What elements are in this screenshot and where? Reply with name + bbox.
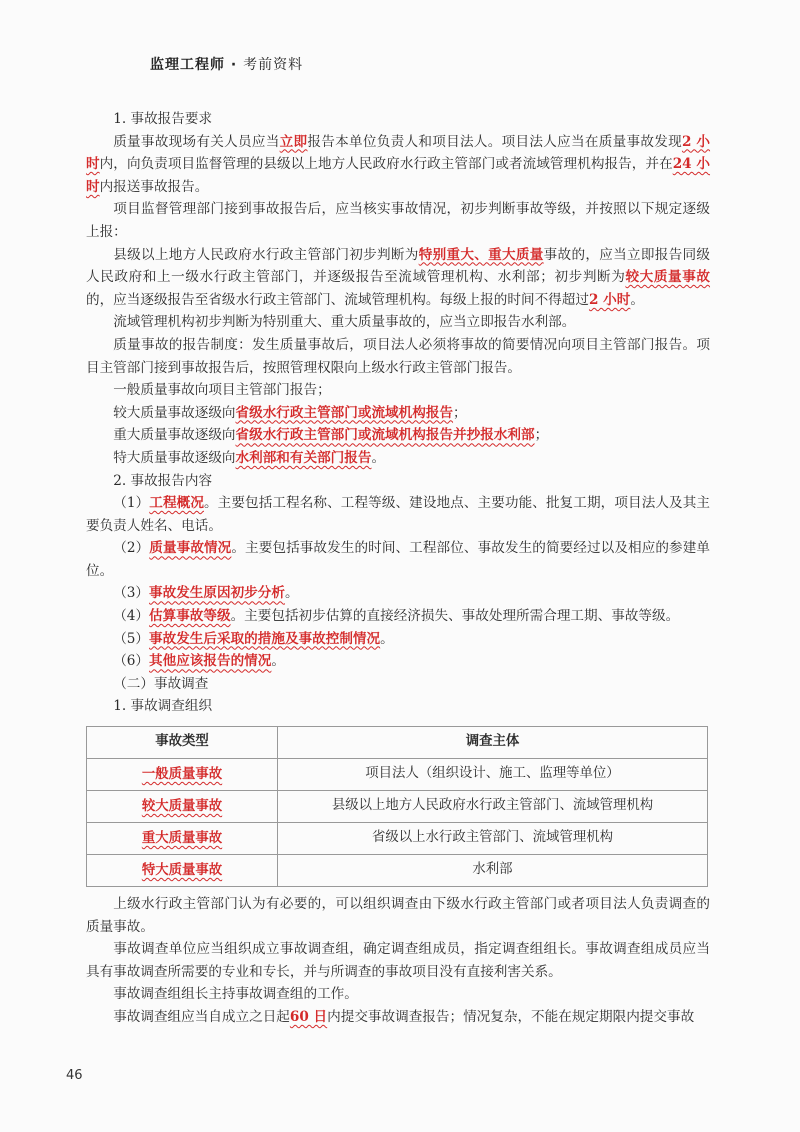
accident-type-cell: 较大质量事故 xyxy=(87,791,278,823)
table-header-row xyxy=(87,727,708,759)
accident-type-cell: 特大质量事故 xyxy=(87,855,278,887)
investigation-table xyxy=(86,726,708,887)
highlight: 2 小时 xyxy=(86,133,711,173)
highlight: 质量事故情况 xyxy=(149,540,232,557)
list-item: （3）事故发生原因初步分析。 xyxy=(113,585,299,602)
highlight: 较大质量事故 xyxy=(625,269,711,286)
page-content xyxy=(86,108,710,1029)
accident-type-cell: 一般质量事故 xyxy=(87,759,278,791)
paragraph: 质量事故现场有关人员应当立即报告本单位负责人和项目法人。项目法人应当在质量事故发现2 小时内，向负责项目监督管理的县级以上地方人民政府水行政主管部门或者流域管理机构报告，并在24 小时内报送事故报告。 xyxy=(86,133,711,195)
section-title: 2. 事故报告内容 xyxy=(113,472,213,489)
highlight: 水利部和有关部门报告 xyxy=(235,449,372,466)
accident-type-cell: 重大质量事故 xyxy=(87,823,278,855)
highlight: 省级水行政主管部门或流域机构报告 xyxy=(235,404,454,421)
investigator-cell: 省级以上水行政主管部门、流域管理机构 xyxy=(278,823,708,855)
table-row xyxy=(87,855,708,887)
highlight: 24 小时 xyxy=(86,156,711,195)
list-item: （6）其他应该报告的情况。 xyxy=(113,653,285,670)
table-row xyxy=(87,823,708,855)
investigator-cell: 水利部 xyxy=(278,855,708,887)
highlight: 其他应该报告的情况 xyxy=(149,653,272,670)
column-header: 事故类型 xyxy=(87,727,278,759)
highlight: 事故发生后采取的措施及事故控制情况 xyxy=(149,630,381,647)
highlight: 工程概况 xyxy=(149,495,204,512)
section-title: （二）事故调查 xyxy=(113,675,209,692)
highlight: 立即 xyxy=(279,133,308,150)
paragraph: 流域管理机构初步判断为特别重大、重大质量事故的，应当立即报告水利部。 xyxy=(113,314,576,331)
paragraph: 县级以上地方人民政府水行政主管部门初步判断为特别重大、重大质量事故的，应当立即报告同级人民政府和上一级水行政主管部门，并逐级报告至流域管理机构、水利部；初步判断为较大质量事故的，应当逐级报告至省级水行政主管部门、流域管理机构。每级上报的时间不得超过2 小时。 xyxy=(86,246,711,308)
table-row xyxy=(87,791,708,823)
paragraph: 事故调查组应当自成立之日起60 日内提交事故调查报告；情况复杂，不能在规定期限内提交事故 xyxy=(113,1009,695,1025)
paragraph: 较大质量事故逐级向省级水行政主管部门或流域机构报告； xyxy=(113,404,467,421)
list-item: （1）工程概况。主要包括工程名称、工程等级、建设地点、主要功能、批复工期，项目法人及其主要负责人姓名、电话。 xyxy=(86,495,711,534)
page-header xyxy=(150,54,303,74)
list-item: （5）事故发生后采取的措施及事故控制情况。 xyxy=(113,630,394,647)
paragraph: 重大质量事故逐级向省级水行政主管部门或流域机构报告并抄报水利部； xyxy=(113,427,549,444)
investigator-cell: 县级以上地方人民政府水行政主管部门、流域管理机构 xyxy=(278,791,708,823)
header-dot: · xyxy=(230,57,238,73)
paragraph: 上级水行政主管部门认为有必要的，可以组织调查由下级水行政主管部门或者项目法人负责调查的质量事故。 xyxy=(86,896,710,935)
paragraph: 一般质量事故向项目主管部门报告； xyxy=(113,382,331,399)
list-item: （4）估算事故等级。主要包括初步估算的直接经济损失、事故处理所需合理工期、事故等级。 xyxy=(113,608,680,625)
section-title: 1. 事故报告要求 xyxy=(113,111,213,127)
highlight: 2 小时 xyxy=(588,291,631,308)
highlight: 60 日 xyxy=(289,1009,328,1025)
list-item: （2）质量事故情况。主要包括事故发生的时间、工程部位、事故发生的简要经过以及相应的参建单位。 xyxy=(86,540,711,579)
paragraph: 事故调查组组长主持事故调查组的工作。 xyxy=(113,986,358,1003)
header-title: 监理工程师 xyxy=(150,57,225,73)
highlight: 估算事故等级 xyxy=(149,608,231,625)
table-row xyxy=(87,759,708,791)
highlight: 省级水行政主管部门或流域机构报告并抄报水利部 xyxy=(235,427,535,444)
paragraph: 质量事故的报告制度：发生质量事故后，项目法人必须将事故的简要情况向项目主管部门报告。项目主管部门接到事故报告后，按照管理权限向上级水行政主管部门报告。 xyxy=(86,336,710,376)
column-header: 调查主体 xyxy=(278,727,708,759)
paragraph: 项目监督管理部门接到事故报告后，应当核实事故情况，初步判断事故等级，并按照以下规定逐级上报： xyxy=(86,201,710,240)
paragraph: 事故调查单位应当组织成立事故调查组，确定调查组成员，指定调查组组长。事故调查组成员应当具有事故调查所需要的专业和专长，并与所调查的事故项目没有直接利害关系。 xyxy=(86,941,710,980)
investigator-cell: 项目法人（组织设计、施工、监理等单位） xyxy=(278,759,708,791)
paragraph: 特大质量事故逐级向水利部和有关部门报告。 xyxy=(113,449,386,466)
page-number: 46 xyxy=(66,1068,83,1083)
highlight: 事故发生原因初步分析 xyxy=(149,585,285,602)
section-title: 1. 事故调查组织 xyxy=(113,698,213,715)
highlight: 特别重大、重大质量 xyxy=(418,246,544,263)
header-subtitle: 考前资料 xyxy=(243,57,304,73)
